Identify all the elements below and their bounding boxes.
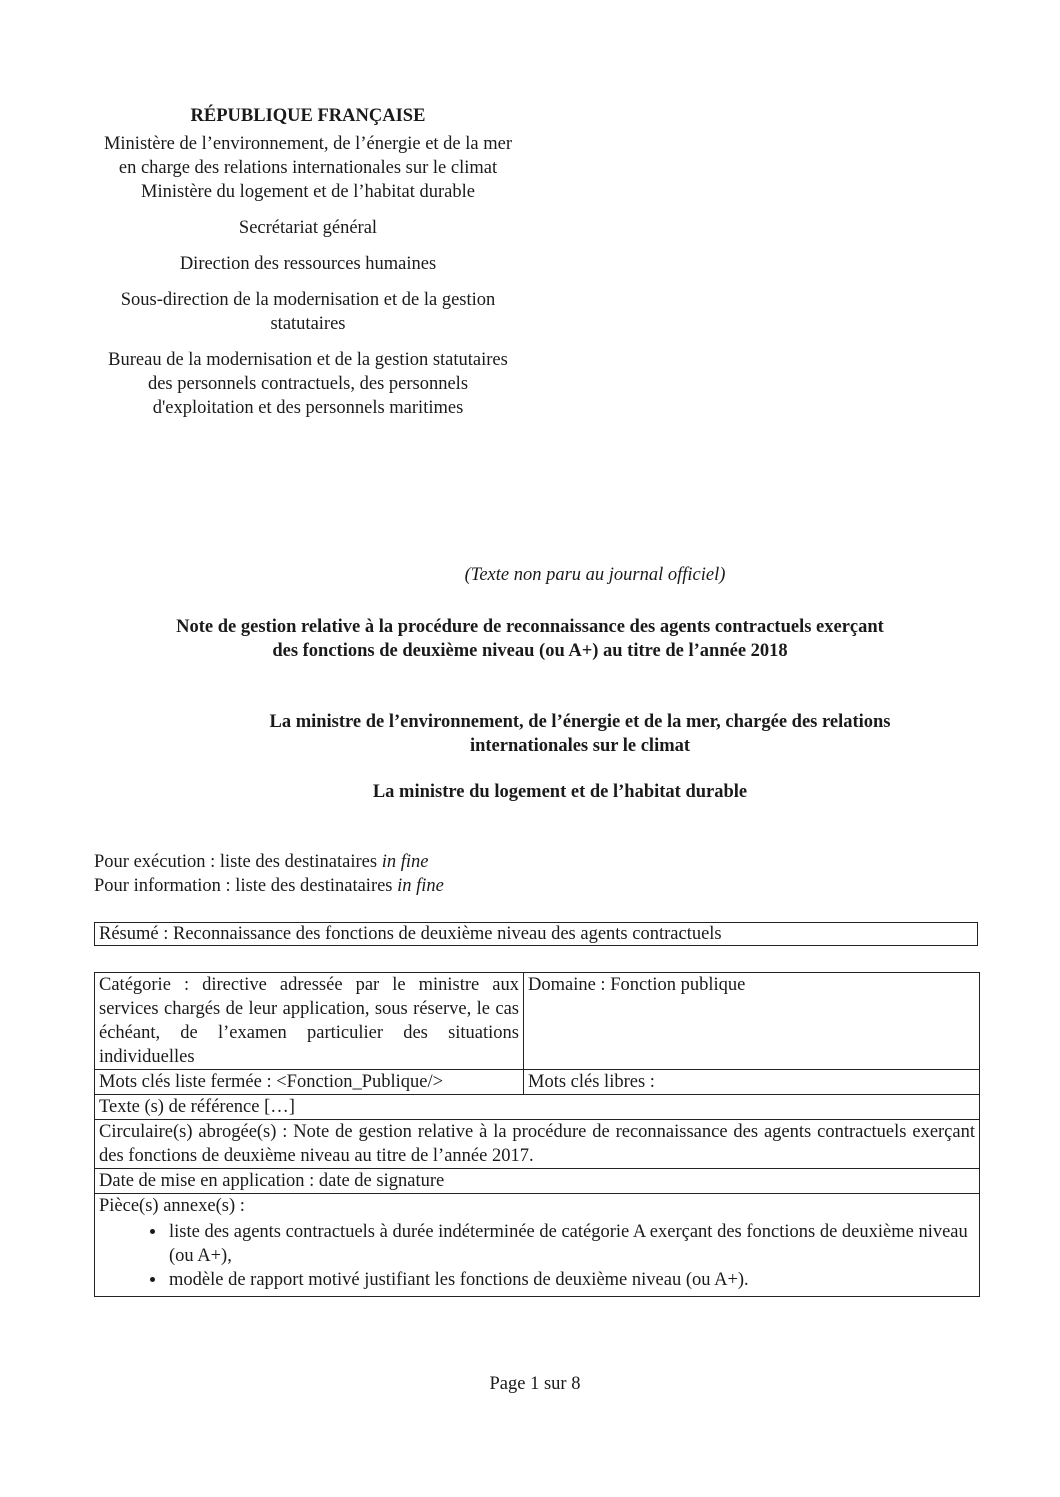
minister-environment-line-2: internationales sur le climat [469, 736, 691, 756]
secretariat: Secrétariat général [238, 218, 378, 238]
reference-texts-cell: Texte (s) de référence […] [95, 1095, 980, 1120]
note-title-line-2: des fonctions de deuxième niveau (ou A+) au titre de l’année 2018 [272, 641, 788, 661]
list-item: • liste des agents contractuels à durée indéterminée de catégorie A exerçant des fonctions de deuxième niveau (ou A+), [167, 1220, 975, 1268]
sub-direction: Sous-direction de la modernisation et de la gestion statutaires [120, 290, 496, 334]
list-item: • modèle de rapport motivé justifiant les fonctions de deuxième niveau (ou A+). [167, 1268, 975, 1292]
free-keywords-cell: Mots clés libres : [524, 1070, 980, 1095]
table-row [95, 1120, 980, 1169]
application-date-cell: Date de mise en application : date de signature [95, 1169, 980, 1194]
recipients-information-in-fine: in fine [397, 876, 444, 896]
page-number: Page 1 sur 8 [489, 1374, 581, 1394]
recipients-execution-in-fine: in fine [381, 852, 429, 872]
recipients-execution-text: Pour exécution : liste des destinataires [94, 852, 382, 872]
recipients-block [94, 850, 894, 898]
repealed-circulars-cell: Circulaire(s) abrogée(s) : Note de gestion relative à la procédure de reconnaissance des agents contractuels exerçant des fonctions de deuxième niveau au titre de l’année 2017. [95, 1120, 980, 1169]
metadata-table [94, 972, 980, 1297]
recipients-information [94, 874, 894, 898]
direction: Direction des ressources humaines [179, 254, 437, 274]
official-journal-note: (Texte non paru au journal officiel) [464, 565, 726, 585]
closed-keywords-cell: Mots clés liste fermée : <Fonction_Publique/> [95, 1070, 524, 1095]
ministry-housing: Ministère du logement et de l’habitat durable [141, 182, 475, 202]
recipients-information-text: Pour information : liste des destinataires [94, 876, 398, 896]
annexes-label: Pièce(s) annexe(s) : [99, 1196, 245, 1216]
minister-environment [140, 710, 1020, 758]
bureau: Bureau de la modernisation et de la gestion statutaires des personnels contractuels, des personnels d'exploitation et des personnels maritimes [108, 350, 508, 418]
minister-housing: La ministre du logement et de l’habitat durable [372, 782, 748, 802]
table-row [95, 1095, 980, 1120]
table-row [95, 1070, 980, 1095]
annexes-cell [95, 1194, 980, 1297]
minister-environment-line-1: La ministre de l’environnement, de l’énergie et de la mer, chargée des relations [269, 712, 891, 732]
domain-cell: Domaine : Fonction publique [524, 973, 980, 1070]
recipients-execution [94, 850, 894, 874]
table-row [95, 1169, 980, 1194]
annexes-list [99, 1220, 975, 1292]
issuing-authority-block [96, 104, 520, 420]
table-row [95, 1194, 980, 1297]
ministry-environment: Ministère de l’environnement, de l’énergie et de la mer en charge des relations internationales sur le climat [103, 134, 513, 178]
table-row [95, 973, 980, 1070]
note-title-line-1: Note de gestion relative à la procédure de reconnaissance des agents contractuels exerçant [176, 617, 884, 637]
note-title [90, 615, 970, 663]
republic-heading: RÉPUBLIQUE FRANÇAISE [190, 106, 426, 126]
category-cell: Catégorie : directive adressée par le ministre aux services chargés de leur application, sous réserve, le cas échéant, de l’examen particulier des situations individuelles [95, 973, 524, 1070]
summary-box: Résumé : Reconnaissance des fonctions de deuxième niveau des agents contractuels [94, 922, 978, 946]
